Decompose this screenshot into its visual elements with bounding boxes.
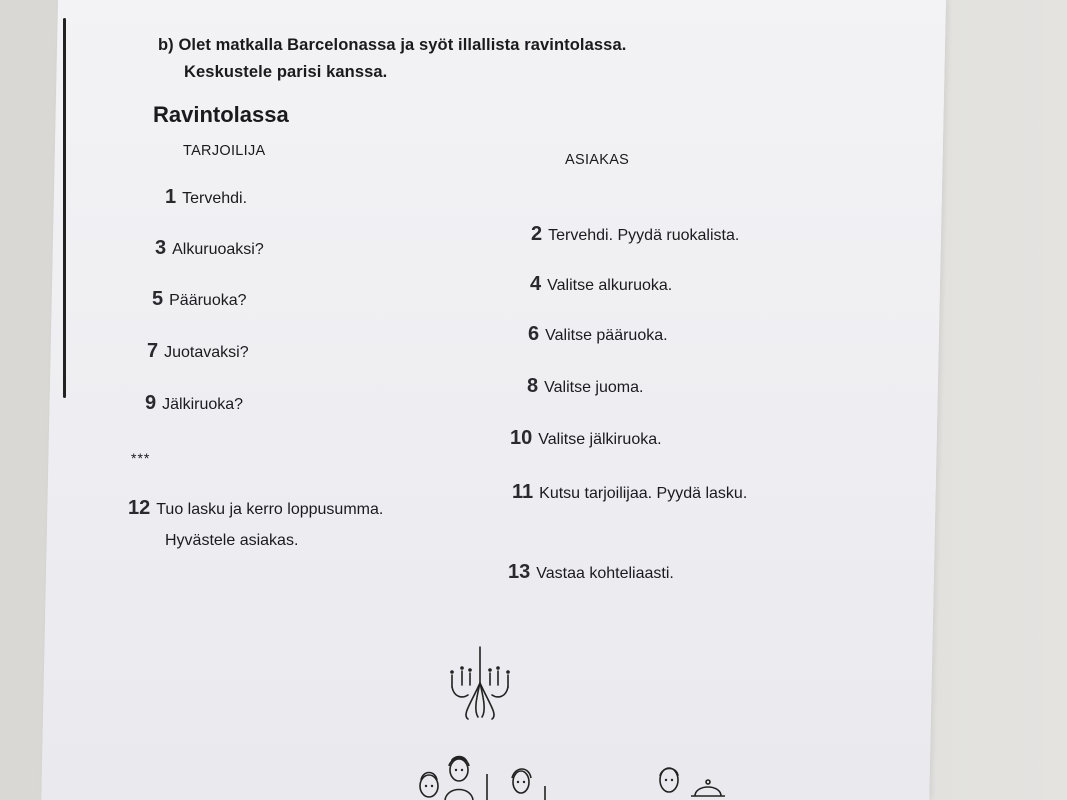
customer-line-4	[530, 273, 672, 296]
line-number: 1	[165, 186, 177, 208]
line-number: 7	[147, 340, 159, 362]
line-text: Juotavaksi?	[164, 344, 249, 361]
line-text: Kutsu tarjoilijaa. Pyydä lasku.	[539, 485, 748, 502]
line-number: 12	[128, 497, 151, 519]
separator-stars: ***	[131, 450, 151, 466]
line-number: 8	[527, 375, 539, 397]
line-number: 13	[508, 561, 531, 583]
customer-line-13	[508, 561, 674, 584]
line-number: 2	[531, 223, 543, 245]
waiter-line-7	[147, 340, 249, 363]
line-text: Valitse pääruoka.	[545, 327, 668, 344]
customer-line-6	[528, 323, 668, 346]
line-text: Valitse juoma.	[544, 379, 644, 396]
line-text: Tervehdi.	[182, 190, 248, 207]
line-number: 5	[152, 288, 164, 310]
waiter-line-12-continued: Hyvästele asiakas.	[165, 532, 299, 549]
role-label-waiter: TARJOILIJA	[183, 143, 266, 159]
binding-edge	[63, 18, 66, 398]
role-label-customer: ASIAKAS	[565, 152, 630, 168]
instruction-line-1: b) Olet matkalla Barcelonassa ja syöt illallista ravintolassa.	[158, 36, 627, 54]
customer-line-2	[531, 223, 739, 246]
customer-line-10	[510, 427, 662, 450]
chandelier-illustration	[440, 645, 520, 725]
waiter-line-9	[145, 392, 243, 415]
line-text: Tervehdi. Pyydä ruokalista.	[548, 227, 740, 244]
line-number: 3	[155, 237, 167, 259]
waiter-line-12	[128, 497, 383, 520]
line-text: Pääruoka?	[169, 292, 247, 309]
waiter-line-3	[155, 237, 264, 260]
line-text: Vastaa kohteliaasti.	[536, 565, 674, 582]
waiter-line-5	[152, 288, 247, 311]
waiter-line-1	[165, 186, 247, 209]
line-number: 11	[512, 481, 534, 503]
line-number: 6	[528, 323, 540, 345]
customer-line-8	[527, 375, 643, 398]
instruction-line-2: Keskustele parisi kanssa.	[184, 63, 388, 81]
line-text: Valitse alkuruoka.	[547, 277, 673, 294]
waiter-illustration	[655, 762, 735, 800]
line-text: Alkuruoaksi?	[172, 241, 264, 258]
line-number: 9	[145, 392, 157, 414]
line-text: Tuo lasku ja kerro loppusumma.	[156, 501, 384, 518]
diners-illustration	[415, 752, 565, 800]
line-text: Valitse jälkiruoka.	[538, 431, 662, 448]
line-text: Jälkiruoka?	[162, 396, 244, 413]
line-number: 4	[530, 273, 542, 295]
line-number: 10	[510, 427, 533, 449]
customer-line-11	[512, 481, 747, 504]
page-title: Ravintolassa	[153, 102, 289, 127]
